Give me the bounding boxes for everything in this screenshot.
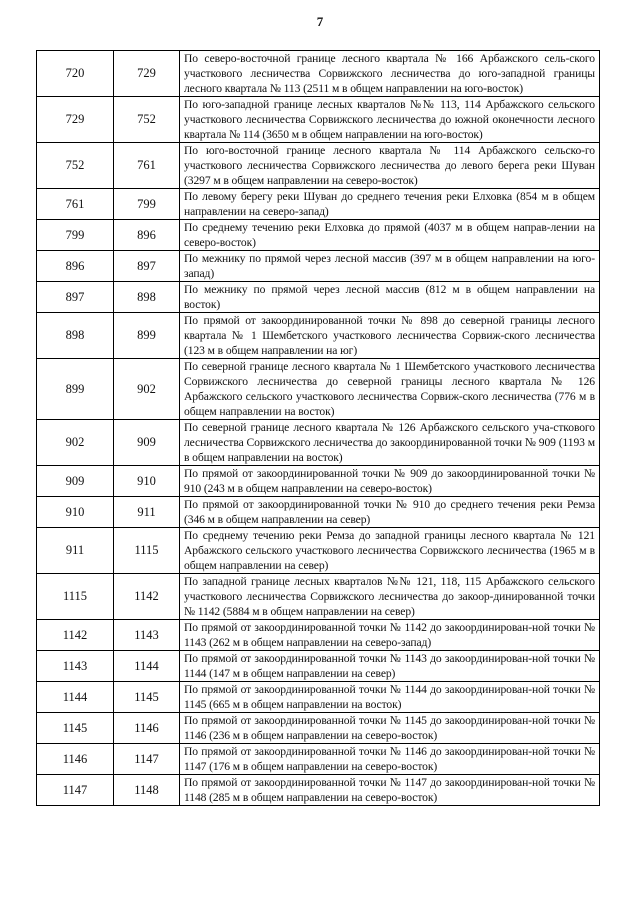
to-point-cell: 1115 bbox=[114, 528, 180, 574]
boundary-description-cell: По прямой от закоординированной точки № 910 до среднего течения реки Ремза (346 м в общем направлении на север) bbox=[180, 497, 600, 528]
boundary-description-cell: По прямой от закоординированной точки № 898 до северной границы лесного квартала № 1 Шембетского участкового лесничества Сорвиж-ского лесничества (123 м в общем направлении на юг) bbox=[180, 313, 600, 359]
table-row bbox=[37, 251, 600, 282]
to-point-cell: 1142 bbox=[114, 574, 180, 620]
table-row bbox=[37, 466, 600, 497]
to-point-cell: 1144 bbox=[114, 651, 180, 682]
table-row bbox=[37, 682, 600, 713]
from-point-cell: 720 bbox=[37, 51, 114, 97]
from-point-cell: 902 bbox=[37, 420, 114, 466]
boundary-description-cell: По межнику по прямой через лесной массив (812 м в общем направлении на восток) bbox=[180, 282, 600, 313]
table-row bbox=[37, 713, 600, 744]
to-point-cell: 752 bbox=[114, 97, 180, 143]
from-point-cell: 897 bbox=[37, 282, 114, 313]
to-point-cell: 1145 bbox=[114, 682, 180, 713]
from-point-cell: 1142 bbox=[37, 620, 114, 651]
boundary-description-cell: По северо-восточной границе лесного квартала № 166 Арбажского сель-ского участкового лесничества Сорвижского лесничества до юго-западной границы лесного квартала № 113 (2511 м в общем направлении на юго-восток) bbox=[180, 51, 600, 97]
to-point-cell: 909 bbox=[114, 420, 180, 466]
from-point-cell: 898 bbox=[37, 313, 114, 359]
boundary-description-cell: По прямой от закоординированной точки № 1145 до закоординирован-ной точки № 1146 (236 м в общем направлении на северо-восток) bbox=[180, 713, 600, 744]
table-row bbox=[37, 51, 600, 97]
to-point-cell: 1146 bbox=[114, 713, 180, 744]
table-row bbox=[37, 282, 600, 313]
boundary-description-cell: По западной границе лесных кварталов №№ 121, 118, 115 Арбажского сельского участкового лесничества Сорвижского лесничества до закоор-динированной точки № 1142 (5884 м в общем направлении на север) bbox=[180, 574, 600, 620]
table-row bbox=[37, 497, 600, 528]
from-point-cell: 799 bbox=[37, 220, 114, 251]
from-point-cell: 761 bbox=[37, 189, 114, 220]
table-row bbox=[37, 528, 600, 574]
from-point-cell: 1147 bbox=[37, 775, 114, 806]
table-row bbox=[37, 620, 600, 651]
table-row bbox=[37, 651, 600, 682]
boundary-description-cell: По среднему течению реки Елховка до прямой (4037 м в общем направ-лении на северо-восток) bbox=[180, 220, 600, 251]
table-row bbox=[37, 220, 600, 251]
boundary-description-cell: По прямой от закоординированной точки № 1143 до закоординирован-ной точки № 1144 (147 м в общем направлении на север) bbox=[180, 651, 600, 682]
to-point-cell: 898 bbox=[114, 282, 180, 313]
from-point-cell: 896 bbox=[37, 251, 114, 282]
table-row bbox=[37, 574, 600, 620]
boundary-description-cell: По северной границе лесного квартала № 1 Шембетского участкового лесничества Сорвижского лесничества до северной границы лесного квартала № 126 Арбажского сельского участкового лесничества Сорвиж-ского лесничества (776 м в общем направлении на восток) bbox=[180, 359, 600, 420]
to-point-cell: 1147 bbox=[114, 744, 180, 775]
page-number: 7 bbox=[316, 14, 324, 29]
boundary-description-cell: По межнику по прямой через лесной массив (397 м в общем направлении на юго-запад) bbox=[180, 251, 600, 282]
table-row bbox=[37, 97, 600, 143]
from-point-cell: 1115 bbox=[37, 574, 114, 620]
boundary-description-cell: По прямой от закоординированной точки № 1147 до закоординирован-ной точки № 1148 (285 м в общем направлении на северо-восток) bbox=[180, 775, 600, 806]
to-point-cell: 902 bbox=[114, 359, 180, 420]
boundary-description-cell: По северной границе лесного квартала № 126 Арбажского сельского уча-сткового лесничества Сорвижского лесничества до закоординированной точки № 909 (1193 м в общем направлении на восток) bbox=[180, 420, 600, 466]
table-row bbox=[37, 359, 600, 420]
boundary-description-cell: По прямой от закоординированной точки № 1142 до закоординирован-ной точки № 1143 (262 м в общем направлении на северо-запад) bbox=[180, 620, 600, 651]
table-row bbox=[37, 313, 600, 359]
boundary-description-cell: По левому берегу реки Шуван до среднего течения реки Елховка (854 м в общем направлении на северо-запад) bbox=[180, 189, 600, 220]
to-point-cell: 911 bbox=[114, 497, 180, 528]
from-point-cell: 1143 bbox=[37, 651, 114, 682]
from-point-cell: 910 bbox=[37, 497, 114, 528]
from-point-cell: 752 bbox=[37, 143, 114, 189]
to-point-cell: 799 bbox=[114, 189, 180, 220]
to-point-cell: 896 bbox=[114, 220, 180, 251]
boundary-description-cell: По прямой от закоординированной точки № 909 до закоординированной точки № 910 (243 м в общем направлении на северо-восток) bbox=[180, 466, 600, 497]
to-point-cell: 910 bbox=[114, 466, 180, 497]
boundary-description-cell: По среднему течению реки Ремза до западной границы лесного квартала № 121 Арбажского сельского участкового лесничества Сорвижского лесничества (1965 м в общем направлении на север) bbox=[180, 528, 600, 574]
boundary-description-cell: По прямой от закоординированной точки № 1144 до закоординирован-ной точки № 1145 (665 м в общем направлении на восток) bbox=[180, 682, 600, 713]
table-row bbox=[37, 744, 600, 775]
table-row bbox=[37, 189, 600, 220]
table-row bbox=[37, 775, 600, 806]
to-point-cell: 729 bbox=[114, 51, 180, 97]
from-point-cell: 909 bbox=[37, 466, 114, 497]
to-point-cell: 897 bbox=[114, 251, 180, 282]
boundary-description-cell: По юго-восточной границе лесного квартала № 114 Арбажского сельско-го участкового лесничества Сорвижского лесничества до левого берега реки Шуван (3297 м в общем направлении на северо-восток) bbox=[180, 143, 600, 189]
from-point-cell: 899 bbox=[37, 359, 114, 420]
table-row bbox=[37, 143, 600, 189]
to-point-cell: 899 bbox=[114, 313, 180, 359]
table-row bbox=[37, 420, 600, 466]
from-point-cell: 1145 bbox=[37, 713, 114, 744]
boundary-description-cell: По юго-западной границе лесных кварталов №№ 113, 114 Арбажского сельского участкового лесничества Сорвижского лесничества до южной оконечности лесного квартала № 114 (3650 м в общем направлении на юго-восток) bbox=[180, 97, 600, 143]
boundary-table bbox=[36, 50, 600, 806]
boundary-description-cell: По прямой от закоординированной точки № 1146 до закоординирован-ной точки № 1147 (176 м в общем направлении на северо-восток) bbox=[180, 744, 600, 775]
from-point-cell: 911 bbox=[37, 528, 114, 574]
from-point-cell: 1144 bbox=[37, 682, 114, 713]
to-point-cell: 761 bbox=[114, 143, 180, 189]
boundary-table-body bbox=[37, 51, 600, 806]
to-point-cell: 1148 bbox=[114, 775, 180, 806]
to-point-cell: 1143 bbox=[114, 620, 180, 651]
from-point-cell: 1146 bbox=[37, 744, 114, 775]
from-point-cell: 729 bbox=[37, 97, 114, 143]
